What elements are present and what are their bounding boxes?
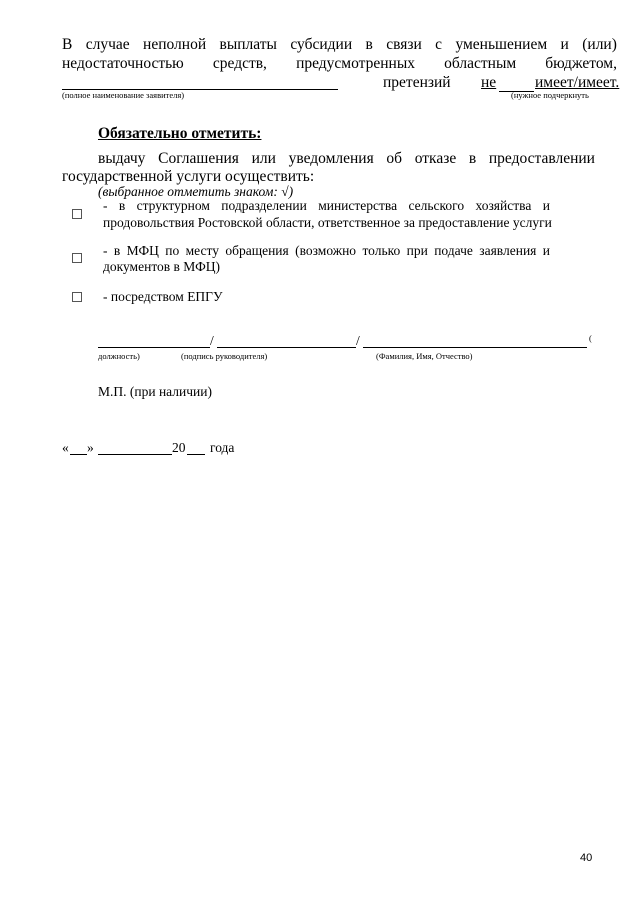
word: - xyxy=(103,198,108,213)
para1-line1 xyxy=(62,36,617,54)
word: предусмотренных xyxy=(296,55,415,72)
word: или xyxy=(251,150,276,167)
word: подразделении xyxy=(221,198,307,213)
word: сельского xyxy=(408,198,465,213)
date-year-line xyxy=(187,454,205,455)
word: в xyxy=(113,243,121,258)
word: предоставлении xyxy=(488,150,595,167)
fullname-line xyxy=(363,347,587,348)
word: и xyxy=(560,36,569,53)
word: структурном xyxy=(136,198,210,213)
word: областным xyxy=(444,55,517,72)
word: обращения xyxy=(225,243,289,258)
date-month-line xyxy=(98,454,172,455)
slash-2: / xyxy=(356,333,360,348)
para2-line1 xyxy=(98,150,595,168)
word: и xyxy=(542,198,550,213)
word: по xyxy=(165,243,180,258)
para2-line2: государственной услуги осуществить: xyxy=(62,168,315,185)
fullname-caption: (Фамилия, Имя, Отчество) xyxy=(376,351,473,361)
word: уменьшением xyxy=(455,36,548,53)
word: средств, xyxy=(212,55,267,72)
date-year-suffix: года xyxy=(210,440,235,455)
word: заявления xyxy=(479,243,537,258)
signature-line xyxy=(217,347,356,348)
word: - xyxy=(103,243,108,258)
word: хозяйства xyxy=(475,198,532,213)
section-heading: Обязательно отметить: xyxy=(98,125,262,142)
date-close-quote: » xyxy=(87,440,94,455)
date-day-line xyxy=(70,454,87,455)
position-line xyxy=(98,347,210,348)
not-word: не xyxy=(481,74,497,91)
option1-checkbox[interactable] xyxy=(72,209,82,219)
word: бюджетом, xyxy=(545,55,617,72)
option1-line1 xyxy=(103,198,550,214)
option2-line1 xyxy=(103,243,550,259)
signature-paren: ( xyxy=(589,333,592,343)
applicant-caption: (полное наименование заявителя) xyxy=(62,90,185,100)
word: неполной xyxy=(143,36,207,53)
word: в xyxy=(118,198,126,213)
claims-word: претензий xyxy=(383,74,451,91)
word: В xyxy=(62,36,73,53)
word: (или) xyxy=(582,36,617,53)
word: в xyxy=(365,36,373,53)
word: МФЦ xyxy=(126,243,159,258)
position-caption: должность) xyxy=(98,351,140,361)
option1-line2: продовольствия Ростовской области, ответственное за предоставление услуги xyxy=(103,215,552,230)
date-year-prefix: 20 xyxy=(172,440,186,455)
option2-line2: документов в МФЦ) xyxy=(103,259,221,274)
word: связи xyxy=(386,36,422,53)
word: случае xyxy=(85,36,130,53)
word: только xyxy=(362,243,401,258)
slash-1: / xyxy=(210,333,214,348)
word: подаче xyxy=(434,243,473,258)
word: (возможно xyxy=(295,243,357,258)
word: выдачу xyxy=(98,150,146,167)
para1-line2 xyxy=(62,55,617,73)
has-word: имеет/имеет. xyxy=(535,74,620,91)
word: выплаты xyxy=(219,36,277,53)
word: в xyxy=(468,150,477,167)
seal-label: М.П. (при наличии) xyxy=(98,384,212,399)
option3-checkbox[interactable] xyxy=(72,292,82,302)
word: об xyxy=(386,150,403,167)
word: с xyxy=(435,36,443,53)
word: отказе xyxy=(414,150,457,167)
option3-line1: - посредством ЕПГУ xyxy=(103,289,223,304)
page-number: 40 xyxy=(580,852,593,864)
word: Соглашения xyxy=(158,150,239,167)
word: и xyxy=(542,243,550,258)
word: министерства xyxy=(318,198,398,213)
signature-caption: (подпись руководителя) xyxy=(181,351,268,361)
option2-checkbox[interactable] xyxy=(72,253,82,263)
word: месту xyxy=(185,243,219,258)
date-open-quote: « xyxy=(62,440,69,455)
word: субсидии xyxy=(290,36,353,53)
word: недостаточностью xyxy=(62,55,184,72)
word: при xyxy=(406,243,428,258)
word: уведомления xyxy=(288,150,374,167)
selection-note: (выбранное отметить знаком: √) xyxy=(98,184,294,199)
underline-caption: (нужное подчеркнуть xyxy=(511,90,589,100)
